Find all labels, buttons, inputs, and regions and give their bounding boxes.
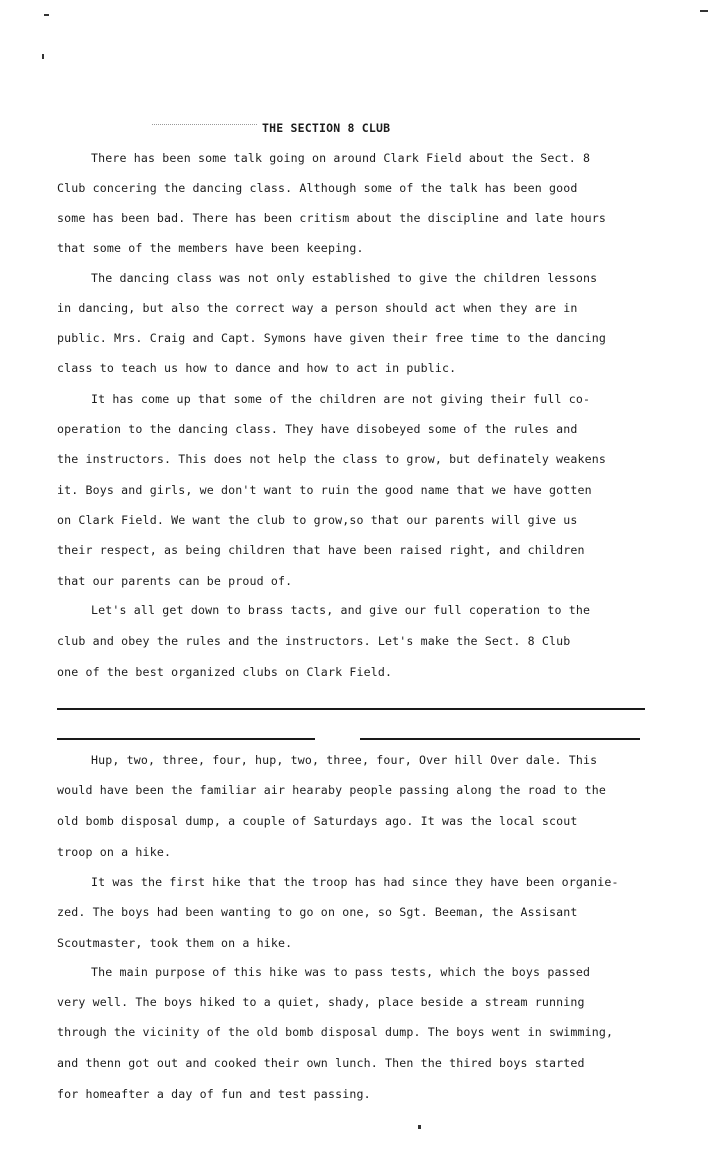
text-line: through the vicinity of the old bomb disposal dump. The boys went in swimming, xyxy=(57,1025,614,1039)
scan-speck xyxy=(44,14,49,16)
text-line: and thenn got out and cooked their own lunch. Then the thired boys started xyxy=(57,1056,585,1070)
text-line: It was the first hike that the troop has had since they have been organie- xyxy=(91,875,619,889)
text-line: it. Boys and girls, we don't want to ruin the good name that we have gotten xyxy=(57,483,592,497)
text-line: The main purpose of this hike was to pass tests, which the boys passed xyxy=(91,965,591,979)
text-line: would have been the familiar air hearaby people passing along the road to the xyxy=(57,783,607,797)
text-line: Let's all get down to brass tacts, and give our full coperation to the xyxy=(91,603,591,617)
separator-rule xyxy=(57,738,315,740)
separator-rule xyxy=(360,738,640,740)
text-line: that some of the members have been keeping. xyxy=(57,241,364,255)
text-line: the instructors. This does not help the class to grow, but definately weakens xyxy=(57,452,607,466)
text-line: that our parents can be proud of. xyxy=(57,574,293,588)
text-line: It has come up that some of the children are not giving their full co- xyxy=(91,392,591,406)
separator-rule xyxy=(57,708,645,710)
text-line: Hup, two, three, four, hup, two, three, four, Over hill Over dale. This xyxy=(91,753,598,767)
scan-speck xyxy=(418,1125,421,1129)
text-line: club and obey the rules and the instructors. Let's make the Sect. 8 Club xyxy=(57,634,571,648)
text-line: some has been bad. There has been critism about the discipline and late hours xyxy=(57,211,607,225)
text-line: The dancing class was not only established to give the children lessons xyxy=(91,271,598,285)
text-line: public. Mrs. Craig and Capt. Symons have given their free time to the dancing xyxy=(57,331,607,345)
text-line: There has been some talk going on around Clark Field about the Sect. 8 xyxy=(91,151,591,165)
document-title: THE SECTION 8 CLUB xyxy=(262,121,391,135)
text-line: operation to the dancing class. They have disobeyed some of the rules and xyxy=(57,422,578,436)
text-line: Scoutmaster, took them on a hike. xyxy=(57,936,293,950)
text-line: old bomb disposal dump, a couple of Saturdays ago. It was the local scout xyxy=(57,814,578,828)
text-line: class to teach us how to dance and how to act in public. xyxy=(57,361,457,375)
text-line: for homeafter a day of fun and test passing. xyxy=(57,1087,371,1101)
text-line: their respect, as being children that have been raised right, and children xyxy=(57,543,585,557)
scan-speck xyxy=(42,54,44,59)
text-line: one of the best organized clubs on Clark Field. xyxy=(57,665,393,679)
text-line: troop on a hike. xyxy=(57,845,172,859)
scan-speck xyxy=(700,10,708,12)
text-line: in dancing, but also the correct way a person should act when they are in xyxy=(57,301,578,315)
text-line: Club concering the dancing class. Although some of the talk has been good xyxy=(57,181,578,195)
text-line: zed. The boys had been wanting to go on one, so Sgt. Beeman, the Assisant xyxy=(57,905,578,919)
title-leader-dots xyxy=(152,124,257,125)
text-line: on Clark Field. We want the club to grow,so that our parents will give us xyxy=(57,513,578,527)
text-line: very well. The boys hiked to a quiet, shady, place beside a stream running xyxy=(57,995,585,1009)
